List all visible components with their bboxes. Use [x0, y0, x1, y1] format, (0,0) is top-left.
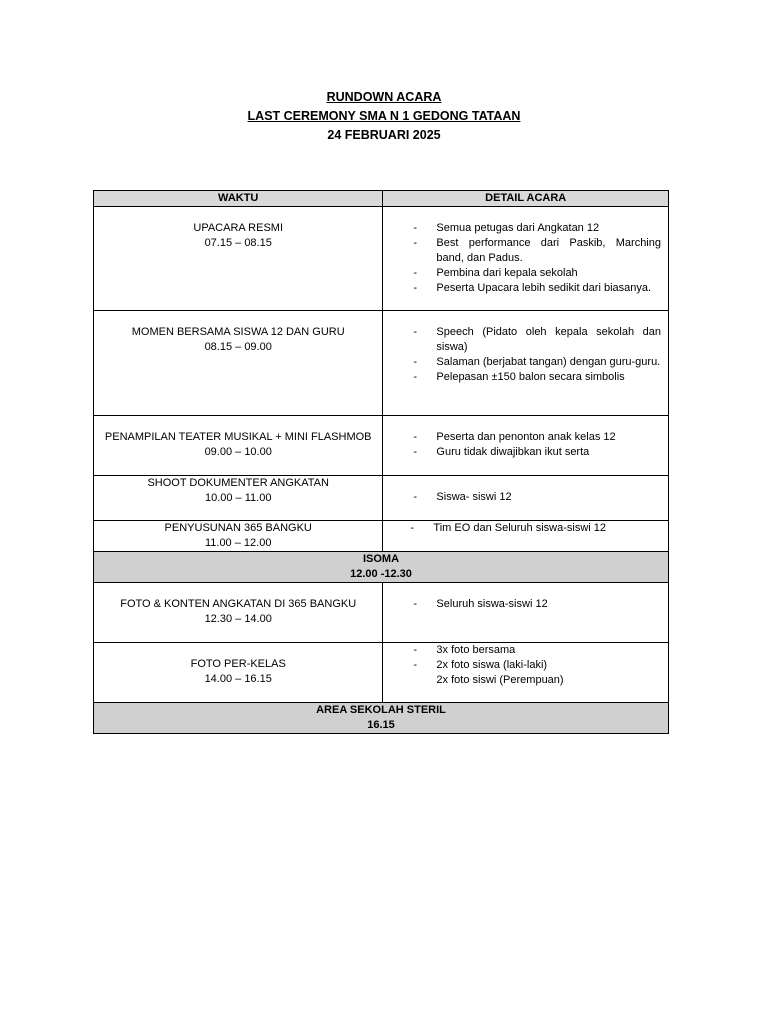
table-row: [94, 476, 669, 521]
detail-item: - 2x foto siswa (laki-laki): [436, 658, 661, 673]
detail-item: - Speech (Pidato oleh kepala sekolah dan siswa): [436, 325, 661, 355]
doc-title: RUNDOWN ACARA: [326, 90, 442, 104]
event-name: MOMEN BERSAMA SISWA 12 DAN GURU: [131, 326, 345, 338]
break-time: 16.15: [367, 719, 395, 731]
header-waktu: WAKTU: [94, 191, 383, 207]
table-row: [94, 311, 669, 416]
detail-item: - Seluruh siswa-siswi 12: [436, 597, 661, 612]
event-time: 08.15 – 09.00: [204, 341, 272, 353]
event-name: FOTO PER-KELAS: [190, 658, 286, 670]
break-name: ISOMA: [362, 553, 400, 565]
detail-item: 2x foto siswi (Perempuan): [436, 674, 564, 686]
waktu-cell: [94, 521, 383, 552]
detail-list: [383, 521, 668, 536]
detail-cell: [383, 311, 669, 416]
detail-item: - Guru tidak diwajibkan ikut serta: [436, 445, 661, 460]
table-row: [94, 583, 669, 643]
table-row: [94, 521, 669, 552]
event-name: PENAMPILAN TEATER MUSIKAL + MINI FLASHMOB: [104, 431, 372, 443]
waktu-cell: [94, 476, 383, 521]
detail-cell: [383, 207, 669, 311]
event-time: 09.00 – 10.00: [204, 446, 272, 458]
detail-item: - Peserta dan penonton anak kelas 12: [436, 430, 661, 445]
event-time: 10.00 – 11.00: [204, 492, 272, 504]
waktu-cell: [94, 311, 383, 416]
waktu-cell: [94, 583, 383, 643]
detail-cell: [383, 643, 669, 703]
detail-list: [383, 643, 668, 688]
event-time: 11.00 – 12.00: [204, 537, 272, 549]
table-row: [94, 207, 669, 311]
detail-item: - Semua petugas dari Angkatan 12: [436, 221, 661, 236]
detail-list: [383, 221, 668, 296]
doc-date: 24 FEBRUARI 2025: [327, 128, 441, 142]
waktu-cell: [94, 643, 383, 703]
table-row: [94, 643, 669, 703]
detail-list: [383, 597, 668, 612]
break-cell: [94, 703, 669, 734]
detail-cell: [383, 476, 669, 521]
break-row: [94, 703, 669, 734]
detail-cell: [383, 416, 669, 476]
detail-item: - Tim EO dan Seluruh siswa-siswi 12: [433, 521, 661, 536]
break-time: 12.00 -12.30: [350, 568, 412, 580]
detail-list: [383, 325, 668, 385]
header-detail-acara: DETAIL ACARA: [383, 191, 669, 207]
table-row: [94, 416, 669, 476]
detail-item: - Best performance dari Paskib, Marching band, dan Padus.: [436, 236, 661, 266]
detail-cell: [383, 521, 669, 552]
rundown-table: [93, 190, 669, 734]
event-name: PENYUSUNAN 365 BANGKU: [164, 522, 312, 534]
break-row: [94, 552, 669, 583]
table-header-row: [94, 191, 669, 207]
event-name: SHOOT DOKUMENTER ANGKATAN: [147, 477, 329, 489]
waktu-cell: [94, 416, 383, 476]
event-time: 12.30 – 14.00: [204, 613, 272, 625]
event-time: 14.00 – 16.15: [204, 673, 272, 685]
detail-list: [383, 430, 668, 460]
waktu-cell: [94, 207, 383, 311]
detail-cell: [383, 583, 669, 643]
detail-item: - Pelepasan ±150 balon secara simbolis: [436, 370, 661, 385]
doc-subtitle: LAST CEREMONY SMA N 1 GEDONG TATAAN: [247, 109, 521, 123]
break-name: AREA SEKOLAH STERIL: [316, 704, 446, 716]
detail-item: - Peserta Upacara lebih sedikit dari biasanya.: [436, 281, 661, 296]
detail-list: [383, 490, 668, 505]
break-cell: [94, 552, 669, 583]
detail-item: - Pembina dari kepala sekolah: [436, 266, 661, 281]
detail-item: - Siswa- siswi 12: [436, 490, 661, 505]
document-header: [0, 88, 768, 145]
event-time: 07.15 – 08.15: [204, 237, 272, 249]
detail-item: - Salaman (berjabat tangan) dengan guru-guru.: [436, 355, 661, 370]
event-name: UPACARA RESMI: [193, 222, 284, 234]
event-name: FOTO & KONTEN ANGKATAN DI 365 BANGKU: [120, 598, 357, 610]
detail-item: - 3x foto bersama: [436, 643, 661, 658]
